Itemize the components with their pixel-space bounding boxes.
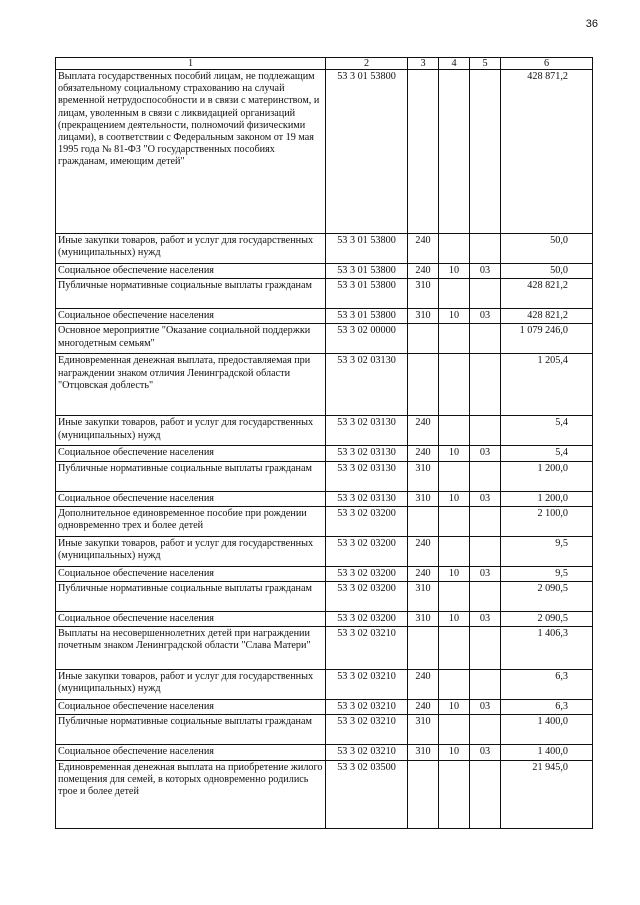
table-row — [56, 700, 593, 715]
row-name: Социальное обеспечение населения — [56, 309, 326, 324]
table-row — [56, 279, 593, 309]
row-amount: 2 090,5 — [501, 582, 593, 612]
row-section — [439, 324, 470, 354]
row-target-code: 53 3 01 53800 — [326, 234, 408, 264]
row-name: Публичные нормативные социальные выплаты гражданам — [56, 715, 326, 745]
row-expense-type: 310 — [408, 582, 439, 612]
row-name: Публичные нормативные социальные выплаты гражданам — [56, 279, 326, 309]
row-subsection — [470, 627, 501, 670]
row-target-code: 53 3 02 03200 — [326, 506, 408, 536]
row-target-code: 53 3 02 03210 — [326, 715, 408, 745]
row-subsection — [470, 760, 501, 828]
row-subsection: 03 — [470, 745, 501, 760]
row-subsection — [470, 279, 501, 309]
row-section — [439, 461, 470, 491]
row-section — [439, 536, 470, 566]
row-section — [439, 506, 470, 536]
row-name: Единовременная денежная выплата, предоставляемая при награждении знаком отличия Ленинградской области "Отцовская доблесть" — [56, 354, 326, 416]
table-row — [56, 760, 593, 828]
row-name: Социальное обеспечение населения — [56, 446, 326, 461]
row-target-code: 53 3 01 53800 — [326, 70, 408, 234]
row-target-code: 53 3 02 03210 — [326, 700, 408, 715]
row-expense-type: 310 — [408, 279, 439, 309]
row-subsection: 03 — [470, 309, 501, 324]
row-expense-type: 240 — [408, 264, 439, 279]
table-row — [56, 582, 593, 612]
row-subsection: 03 — [470, 446, 501, 461]
row-subsection: 03 — [470, 264, 501, 279]
row-subsection — [470, 715, 501, 745]
row-expense-type — [408, 760, 439, 828]
row-name: Дополнительное единовременное пособие при рождении одновременно трех и более детей — [56, 506, 326, 536]
row-amount: 6,3 — [501, 670, 593, 700]
row-name: Социальное обеспечение населения — [56, 700, 326, 715]
table-row — [56, 461, 593, 491]
row-subsection — [470, 416, 501, 446]
row-name: Иные закупки товаров, работ и услуг для государственных (муниципальных) нужд — [56, 416, 326, 446]
table-row — [56, 670, 593, 700]
row-section — [439, 715, 470, 745]
row-expense-type — [408, 627, 439, 670]
row-expense-type: 310 — [408, 491, 439, 506]
row-name: Иные закупки товаров, работ и услуг для государственных (муниципальных) нужд — [56, 234, 326, 264]
table-row — [56, 354, 593, 416]
row-name: Единовременная денежная выплата на приобретение жилого помещения для семей, в которых одновременно родились трое и более детей — [56, 760, 326, 828]
table-row — [56, 416, 593, 446]
row-section — [439, 354, 470, 416]
row-subsection — [470, 506, 501, 536]
row-amount: 5,4 — [501, 416, 593, 446]
row-name: Публичные нормативные социальные выплаты гражданам — [56, 582, 326, 612]
row-target-code: 53 3 01 53800 — [326, 264, 408, 279]
header-col-1: 1 — [56, 58, 326, 70]
row-amount: 50,0 — [501, 264, 593, 279]
row-section: 10 — [439, 264, 470, 279]
row-section: 10 — [439, 745, 470, 760]
row-target-code: 53 3 02 03200 — [326, 582, 408, 612]
table-row — [56, 70, 593, 234]
row-amount: 1 406,3 — [501, 627, 593, 670]
row-name: Социальное обеспечение населения — [56, 264, 326, 279]
row-amount: 21 945,0 — [501, 760, 593, 828]
row-target-code: 53 3 01 53800 — [326, 279, 408, 309]
row-expense-type — [408, 354, 439, 416]
table-row — [56, 627, 593, 670]
row-target-code: 53 3 02 03210 — [326, 670, 408, 700]
row-amount: 1 079 246,0 — [501, 324, 593, 354]
header-col-5: 5 — [470, 58, 501, 70]
row-amount: 428 871,2 — [501, 70, 593, 234]
row-subsection — [470, 536, 501, 566]
row-subsection — [470, 582, 501, 612]
row-name: Иные закупки товаров, работ и услуг для государственных (муниципальных) нужд — [56, 670, 326, 700]
row-name: Социальное обеспечение населения — [56, 491, 326, 506]
row-subsection — [470, 70, 501, 234]
table-row — [56, 715, 593, 745]
row-target-code: 53 3 01 53800 — [326, 309, 408, 324]
row-target-code: 53 3 02 03130 — [326, 416, 408, 446]
row-expense-type — [408, 324, 439, 354]
table-row — [56, 446, 593, 461]
row-subsection: 03 — [470, 491, 501, 506]
row-target-code: 53 3 02 03210 — [326, 627, 408, 670]
row-section: 10 — [439, 566, 470, 581]
row-section: 10 — [439, 446, 470, 461]
row-target-code: 53 3 02 03200 — [326, 566, 408, 581]
row-subsection — [470, 670, 501, 700]
row-subsection: 03 — [470, 566, 501, 581]
row-amount: 428 821,2 — [501, 279, 593, 309]
row-name: Основное мероприятие "Оказание социальной поддержки многодетным семьям" — [56, 324, 326, 354]
row-amount: 50,0 — [501, 234, 593, 264]
row-amount: 1 200,0 — [501, 461, 593, 491]
table-row — [56, 536, 593, 566]
row-amount: 2 100,0 — [501, 506, 593, 536]
row-amount: 2 090,5 — [501, 612, 593, 627]
row-expense-type — [408, 506, 439, 536]
row-target-code: 53 3 02 03500 — [326, 760, 408, 828]
row-expense-type: 240 — [408, 446, 439, 461]
row-amount: 9,5 — [501, 536, 593, 566]
header-col-3: 3 — [408, 58, 439, 70]
row-amount: 5,4 — [501, 446, 593, 461]
row-expense-type: 240 — [408, 416, 439, 446]
row-subsection — [470, 354, 501, 416]
row-expense-type: 310 — [408, 715, 439, 745]
row-section: 10 — [439, 491, 470, 506]
table-row — [56, 745, 593, 760]
budget-table — [55, 57, 593, 829]
table-row — [56, 491, 593, 506]
row-section — [439, 70, 470, 234]
row-expense-type — [408, 70, 439, 234]
row-expense-type: 310 — [408, 309, 439, 324]
row-target-code: 53 3 02 03210 — [326, 745, 408, 760]
row-target-code: 53 3 02 03130 — [326, 354, 408, 416]
row-name: Выплата государственных пособий лицам, не подлежащим обязательному социальному страхованию на случай временной нетрудоспособности и в связи с материнством, и лицам, уволенным в связи с ликвидацией организаций (прекращением деятельности, полномочий физическими лицами), в соответствии с Федеральным законом от 19 мая 1995 года № 81-ФЗ "О государственных пособиях гражданам, имеющим детей" — [56, 70, 326, 234]
row-section — [439, 760, 470, 828]
row-amount: 428 821,2 — [501, 309, 593, 324]
row-subsection: 03 — [470, 700, 501, 715]
row-section: 10 — [439, 612, 470, 627]
row-section — [439, 582, 470, 612]
row-expense-type: 310 — [408, 461, 439, 491]
row-expense-type: 240 — [408, 670, 439, 700]
row-amount: 1 400,0 — [501, 745, 593, 760]
table-row — [56, 506, 593, 536]
row-expense-type: 310 — [408, 612, 439, 627]
row-expense-type: 240 — [408, 234, 439, 264]
table-row — [56, 324, 593, 354]
table-row — [56, 309, 593, 324]
row-name: Публичные нормативные социальные выплаты гражданам — [56, 461, 326, 491]
row-section: 10 — [439, 309, 470, 324]
row-target-code: 53 3 02 03130 — [326, 461, 408, 491]
header-col-6: 6 — [501, 58, 593, 70]
row-section: 10 — [439, 700, 470, 715]
row-amount: 9,5 — [501, 566, 593, 581]
row-expense-type: 240 — [408, 566, 439, 581]
row-target-code: 53 3 02 03200 — [326, 536, 408, 566]
row-target-code: 53 3 02 00000 — [326, 324, 408, 354]
table-row — [56, 264, 593, 279]
row-amount: 1 205,4 — [501, 354, 593, 416]
row-subsection — [470, 234, 501, 264]
header-col-2: 2 — [326, 58, 408, 70]
row-target-code: 53 3 02 03130 — [326, 491, 408, 506]
row-section — [439, 416, 470, 446]
row-subsection — [470, 324, 501, 354]
row-name: Иные закупки товаров, работ и услуг для государственных (муниципальных) нужд — [56, 536, 326, 566]
row-section — [439, 234, 470, 264]
row-name: Выплаты на несовершеннолетних детей при награждении почетным знаком Ленинградской области "Слава Матери" — [56, 627, 326, 670]
row-section — [439, 670, 470, 700]
row-amount: 6,3 — [501, 700, 593, 715]
header-col-4: 4 — [439, 58, 470, 70]
row-name: Социальное обеспечение населения — [56, 566, 326, 581]
row-subsection — [470, 461, 501, 491]
table-row — [56, 566, 593, 581]
row-name: Социальное обеспечение населения — [56, 745, 326, 760]
table-row — [56, 234, 593, 264]
row-name: Социальное обеспечение населения — [56, 612, 326, 627]
page-number: 36 — [585, 18, 598, 30]
row-expense-type: 240 — [408, 700, 439, 715]
row-target-code: 53 3 02 03130 — [326, 446, 408, 461]
row-amount: 1 400,0 — [501, 715, 593, 745]
row-target-code: 53 3 02 03200 — [326, 612, 408, 627]
row-expense-type: 240 — [408, 536, 439, 566]
row-section — [439, 627, 470, 670]
row-amount: 1 200,0 — [501, 491, 593, 506]
table-row — [56, 612, 593, 627]
header-row — [56, 58, 593, 70]
row-expense-type: 310 — [408, 745, 439, 760]
row-subsection: 03 — [470, 612, 501, 627]
row-section — [439, 279, 470, 309]
